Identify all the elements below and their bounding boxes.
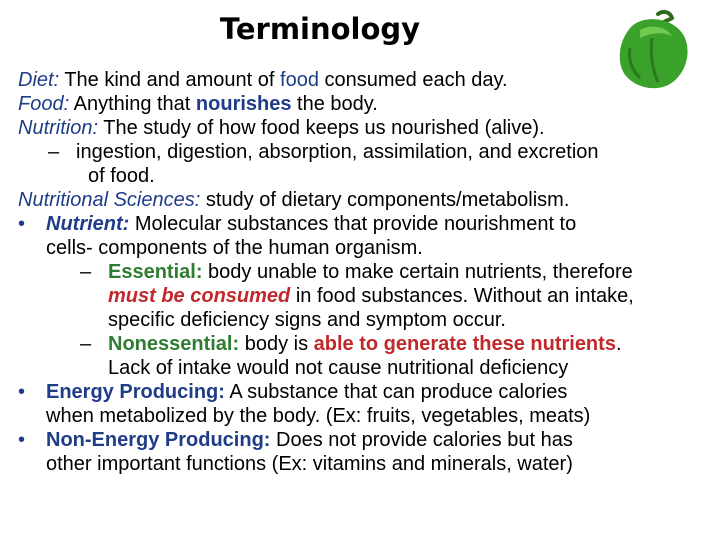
line-text: when metabolized by the body. (Ex: fruits, vegetables, meats) [46, 405, 591, 427]
term-non-energy-producing: Non-Energy Producing: [46, 429, 271, 451]
bullet-marker: • [18, 429, 26, 451]
line-text: ingestion, digestion, absorption, assimilation, and excretion [76, 141, 599, 163]
dash-marker: – [80, 333, 92, 355]
bullet-marker: • [18, 381, 26, 403]
highlight-must-be-consumed: must be consumed [108, 285, 291, 307]
term-food: Food: [18, 93, 70, 115]
line-text: The study of how food keeps us nourished (alive). [98, 117, 545, 139]
subitem-essential [80, 260, 708, 332]
bullet-non-energy-producing [18, 428, 708, 476]
dash-marker: – [80, 261, 92, 283]
line-text: A substance that can produce calories [224, 381, 568, 403]
line-text: Anything that [69, 93, 196, 115]
term-nutritional-sciences: Nutritional Sciences: [18, 189, 201, 211]
nutrition-subitem [48, 140, 708, 188]
subitem-nonessential [80, 332, 708, 380]
term-nutrient: Nutrient: [46, 213, 130, 235]
bullet-nutrient [18, 212, 708, 260]
line-text: specific deficiency signs and symptom occur. [108, 309, 506, 331]
bullet-marker: • [18, 213, 26, 235]
line-text: cells- components of the human organism. [46, 237, 423, 259]
highlight-nourishes: nourishes [195, 93, 292, 115]
term-nonessential: Nonessential: [108, 333, 240, 355]
content [18, 68, 708, 476]
bullet-energy-producing [18, 380, 708, 428]
highlight-food: food [280, 69, 319, 91]
line-text: of food. [88, 165, 155, 187]
line-text: in food substances. Without an intake, [290, 285, 634, 307]
line-text: Molecular substances that provide nourishment to [129, 213, 577, 235]
line-nutrition [18, 116, 708, 140]
term-diet: Diet: [18, 69, 60, 91]
line-text: study of dietary components/metabolism. [200, 189, 570, 211]
term-essential: Essential: [108, 261, 203, 283]
line-text: Does not provide calories but has [270, 429, 573, 451]
term-nutrition: Nutrition: [18, 117, 99, 139]
line-text: the body. [291, 93, 378, 115]
line-nutritional-sciences [18, 188, 708, 212]
line-text: consumed each day. [318, 69, 508, 91]
page-title: Terminology [219, 12, 421, 46]
line-text: other important functions (Ex: vitamins and minerals, water) [46, 453, 573, 475]
line-food [18, 92, 708, 116]
term-energy-producing: Energy Producing: [46, 381, 225, 403]
highlight-able-to-generate: able to generate these nutrients [313, 333, 616, 355]
line-text: body unable to make certain nutrients, therefore [202, 261, 633, 283]
line-text: The kind and amount of [59, 69, 281, 91]
dash-marker: – [48, 141, 60, 163]
line-text: body is [239, 333, 314, 355]
line-text: Lack of intake would not cause nutritional deficiency [108, 357, 569, 379]
line-diet [18, 68, 708, 92]
line-text: . [615, 333, 622, 355]
